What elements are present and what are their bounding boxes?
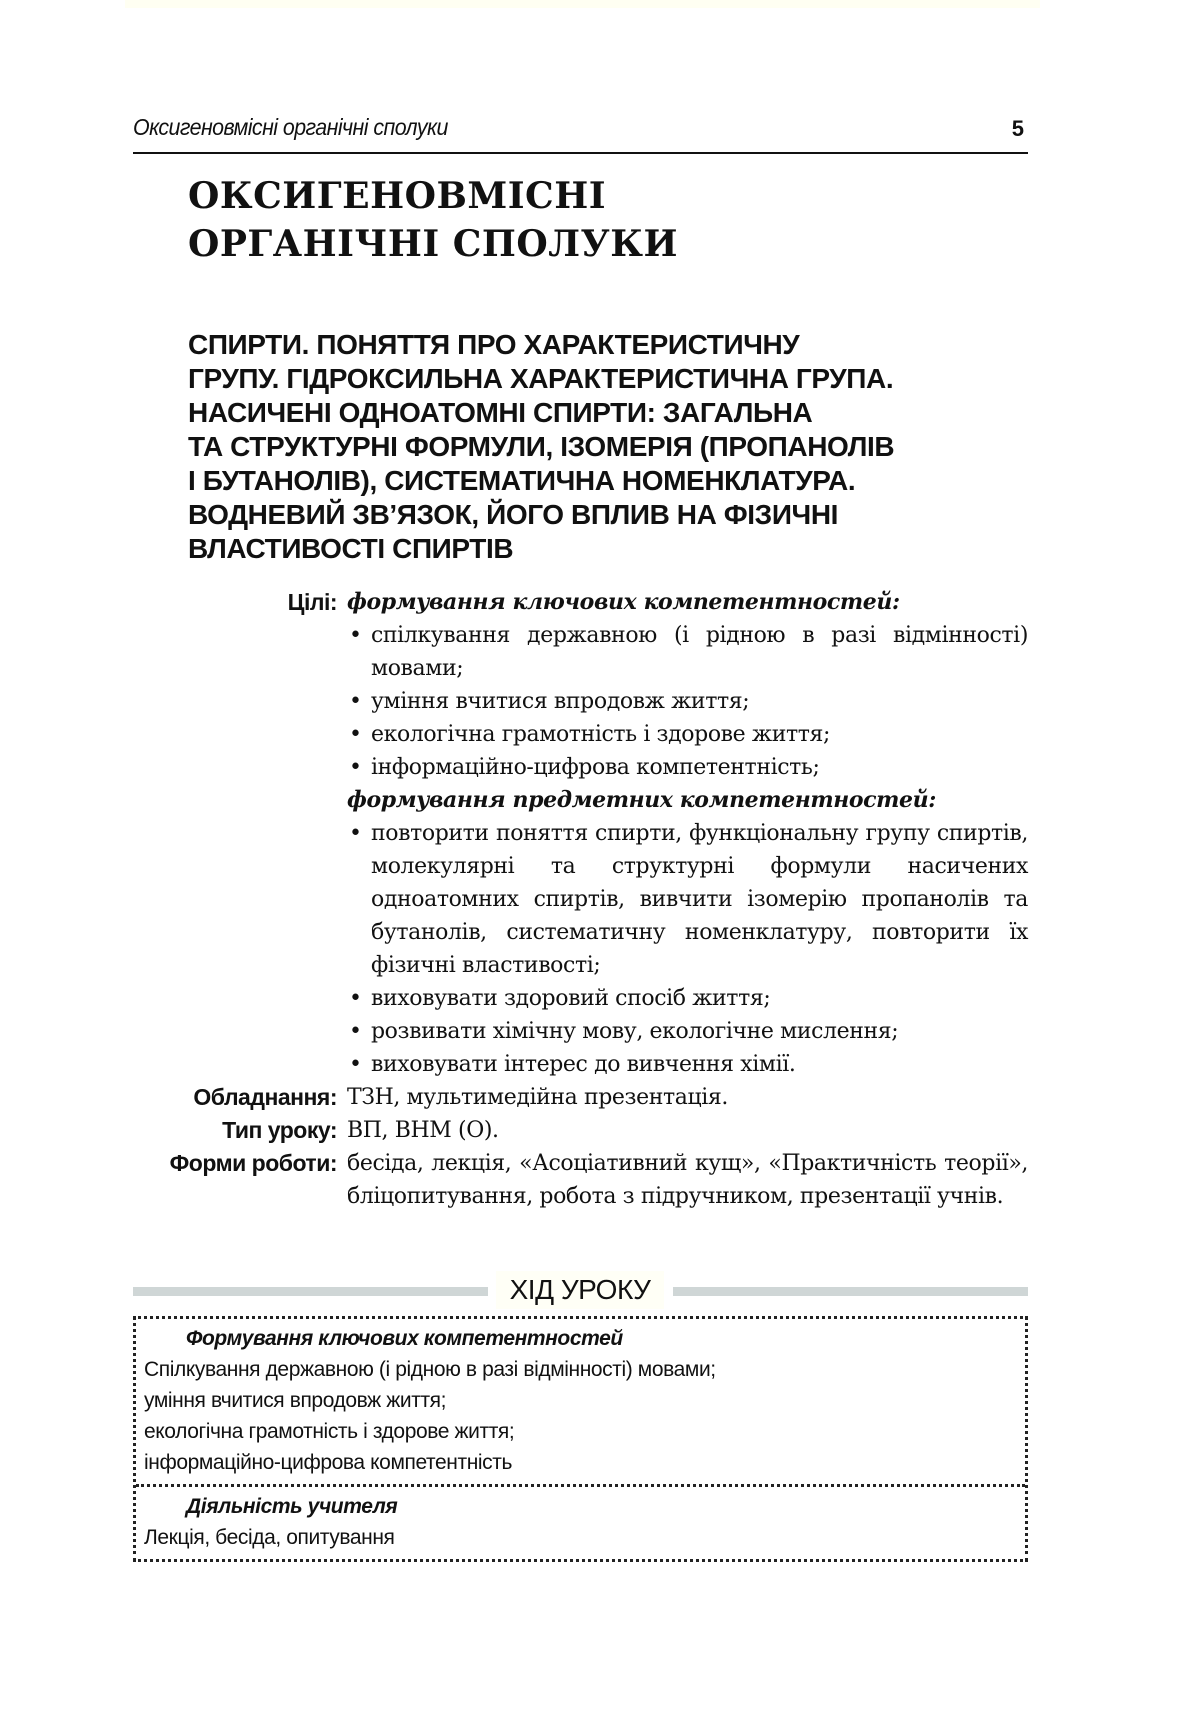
lesson-title-line: ВОДНЕВИЙ ЗВ’ЯЗОК, ЙОГО ВПЛИВ НА ФІЗИЧНІ: [188, 499, 839, 530]
lesson-title-line: ТА СТРУКТУРНІ ФОРМУЛИ, ІЗОМЕРІЯ (ПРОПАНОЛІВ: [188, 431, 895, 462]
box-line: інформаційно-цифрова компетентність: [144, 1451, 513, 1474]
list-item: • виховувати інтерес до вивчення хімії.: [347, 1048, 1028, 1081]
box-line: екологічна грамотність і здорове життя;: [144, 1420, 515, 1443]
divider-bar-right: [673, 1287, 1028, 1296]
lesson-meta: [133, 586, 1028, 1213]
running-title: Оксигеновмісні органічні сполуки: [133, 114, 448, 140]
chapter-title-line-2: ОРГАНІЧНІ СПОЛУКИ: [188, 223, 679, 265]
list-item: • екологічна грамотність і здорове життя;: [347, 718, 1028, 751]
list-item: • уміння вчитися впродовж життя;: [347, 685, 1028, 718]
box-section-teacher-activity: [136, 1484, 1025, 1559]
chapter-title-line-1: ОКСИГЕНОВМІСНІ: [188, 175, 607, 217]
list-item: • виховувати здоровий спосіб життя;: [347, 982, 1028, 1015]
running-header: [133, 112, 1028, 154]
work-forms-value: бесіда, лекція, «Асоціативний кущ», «Практичність теорії», бліцопитування, робота з підручником, презентації учнів.: [347, 1151, 1028, 1209]
equipment-value: ТЗН, мультимедійна презентація.: [347, 1085, 728, 1110]
key-competencies-list: [347, 619, 1028, 784]
goals-label: Цілі:: [287, 589, 337, 615]
section-divider: [133, 1276, 1028, 1306]
top-scan-band: [125, 0, 1040, 8]
list-item: • інформаційно-цифрова компетентність;: [347, 751, 1028, 784]
divider-label: ХІД УРОКУ: [496, 1271, 664, 1309]
lesson-type-row: [133, 1114, 1028, 1147]
subject-competencies-heading: формування предметних компетентностей:: [347, 787, 936, 813]
goals-row: [133, 586, 1028, 1081]
box-line: Лекція, бесіда, опитування: [144, 1526, 395, 1549]
list-item: • розвивати хімічну мову, екологічне мислення;: [347, 1015, 1028, 1048]
lesson-title-line: ГРУПУ. ГІДРОКСИЛЬНА ХАРАКТЕРИСТИЧНА ГРУПА.: [188, 363, 894, 394]
box-line: Спілкування державною (і рідною в разі відмінності) мовами;: [144, 1358, 716, 1381]
equipment-row: [133, 1081, 1028, 1114]
lesson-type-label: Тип уроку:: [222, 1117, 337, 1143]
lesson-title-line: ВЛАСТИВОСТІ СПИРТІВ: [188, 533, 514, 564]
list-item: • спілкування державною (і рідною в разі відмінності) мовами;: [347, 619, 1028, 685]
box-heading: Формування ключових компетентностей: [186, 1327, 623, 1350]
work-forms-label: Форми роботи:: [169, 1150, 337, 1176]
lesson-box: [133, 1316, 1028, 1562]
chapter-title: [188, 172, 678, 268]
box-line: уміння вчитися впродовж життя;: [144, 1389, 447, 1412]
list-item: • повторити поняття спирти, функціональну групу спиртів, молекулярні та структурні формули насичених одноатомних спиртів, вивчити ізомерію пропанолів та бутанолів, систематичну номенклатуру, повторити їх фізичні властивості;: [347, 817, 1028, 982]
box-heading: Діяльність учителя: [186, 1495, 398, 1518]
subject-competencies-list: [347, 817, 1028, 1081]
lesson-title: [188, 328, 1018, 566]
goals-value: [347, 586, 1028, 1081]
lesson-title-line: І БУТАНОЛІВ), СИСТЕМАТИЧНА НОМЕНКЛАТУРА.: [188, 465, 856, 496]
lesson-type-value: ВП, ВНМ (О).: [347, 1118, 499, 1143]
equipment-label: Обладнання:: [193, 1084, 337, 1110]
work-forms-row: [133, 1147, 1028, 1213]
divider-bar-left: [133, 1287, 488, 1296]
box-section-key-competencies: [136, 1319, 1025, 1484]
lesson-title-line: НАСИЧЕНІ ОДНОАТОМНІ СПИРТИ: ЗАГАЛЬНА: [188, 397, 813, 428]
page-number: 5: [1011, 116, 1024, 141]
key-competencies-heading: формування ключових компетентностей:: [347, 589, 900, 615]
lesson-title-line: СПИРТИ. ПОНЯТТЯ ПРО ХАРАКТЕРИСТИЧНУ: [188, 329, 800, 360]
